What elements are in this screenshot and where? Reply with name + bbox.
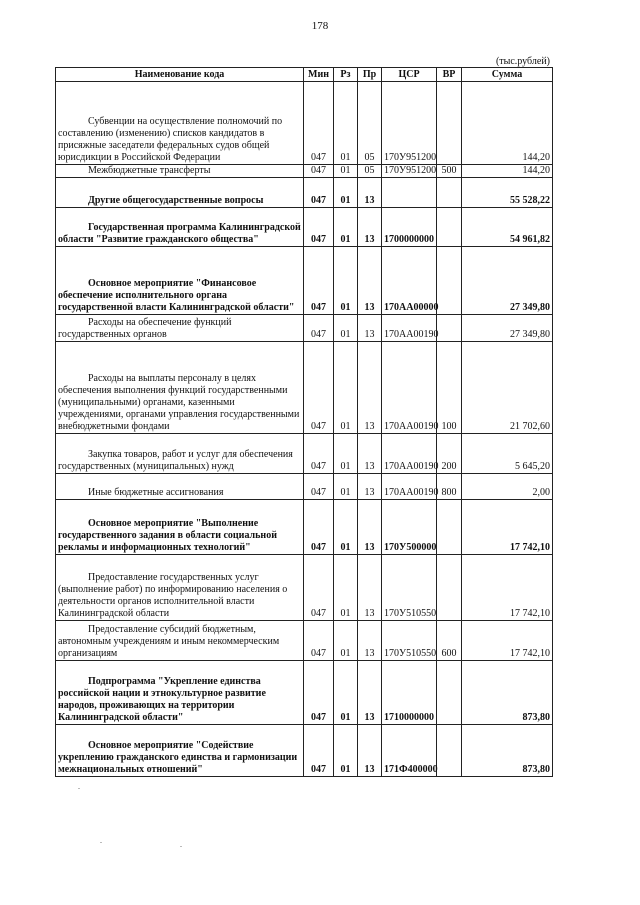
page-number: 178 [311,20,329,32]
row-min: 047 [304,474,334,500]
row-csr: 170У510550 [382,621,437,661]
row-pr: 13 [358,208,382,247]
table-row [56,247,553,315]
row-sum: 873,80 [462,661,553,725]
table-row [56,434,553,474]
row-min: 047 [304,725,334,777]
col-header-csr: ЦСР [382,68,437,82]
row-pr: 05 [358,165,382,178]
row-sum: 2,00 [462,474,553,500]
table-row [56,555,553,621]
row-min: 047 [304,342,334,434]
col-header-sum: Сумма [462,68,553,82]
row-csr: 1700000000 [382,208,437,247]
row-vr [437,315,462,342]
row-sum: 27 349,80 [462,247,553,315]
row-vr [437,725,462,777]
row-min: 047 [304,247,334,315]
row-pr: 13 [358,474,382,500]
row-name: Основное мероприятие "Содействие укреплению гражданского единства и гармонизации межнациональных отношений" [56,725,304,777]
row-pr: 13 [358,178,382,208]
row-vr: 800 [437,474,462,500]
row-csr: 170У500000 [382,500,437,555]
row-rz: 01 [334,474,358,500]
row-sum: 55 528,22 [462,178,553,208]
table-row [56,500,553,555]
row-sum: 17 742,10 [462,500,553,555]
row-vr [437,247,462,315]
row-csr: 171Ф400000 [382,725,437,777]
row-rz: 01 [334,555,358,621]
table-header-row [56,68,553,82]
row-name: Основное мероприятие "Финансовое обеспечение исполнительного органа государственной власти Калининградской области" [56,247,304,315]
row-name: Межбюджетные трансферты [56,165,304,178]
col-header-rz: Рз [334,68,358,82]
row-rz: 01 [334,247,358,315]
row-min: 047 [304,208,334,247]
row-vr [437,208,462,247]
row-csr: 170АА00000 [382,247,437,315]
row-vr [437,82,462,165]
row-vr: 200 [437,434,462,474]
row-name: Предоставление государственных услуг (выполнение работ) по информированию населения о деятельности органов исполнительной власти Калининградской области [56,555,304,621]
row-name: Предоставление субсидий бюджетным, автономным учреждениям и иным некоммерческим организациям [56,621,304,661]
row-pr: 13 [358,555,382,621]
row-pr: 13 [358,315,382,342]
row-name: Расходы на обеспечение функций государственных органов [56,315,304,342]
row-vr: 100 [437,342,462,434]
row-csr: 170АА00190 [382,434,437,474]
row-vr [437,555,462,621]
row-min: 047 [304,434,334,474]
col-header-vr: ВР [437,68,462,82]
row-pr: 13 [358,500,382,555]
row-name: Другие общегосударственные вопросы [56,178,304,208]
table-row [56,342,553,434]
row-sum: 27 349,80 [462,315,553,342]
row-name: Основное мероприятие "Выполнение государственного задания в области социальной рекламы и информационных технологий" [56,500,304,555]
row-name: Субвенции на осуществление полномочий по составлению (изменению) списков кандидатов в присяжные заседатели федеральных судов общей юрисдикции в Российской Федерации [56,82,304,165]
budget-table [55,67,553,777]
row-csr: 170У951200 [382,165,437,178]
row-min: 047 [304,165,334,178]
table-row [56,178,553,208]
row-rz: 01 [334,725,358,777]
row-rz: 01 [334,500,358,555]
row-min: 047 [304,621,334,661]
row-sum: 54 961,82 [462,208,553,247]
row-rz: 01 [334,621,358,661]
row-min: 047 [304,661,334,725]
row-name: Государственная программа Калининградской области "Развитие гражданского общества" [56,208,304,247]
row-vr: 600 [437,621,462,661]
row-rz: 01 [334,82,358,165]
row-csr: 170У951200 [382,82,437,165]
row-pr: 13 [358,725,382,777]
row-min: 047 [304,82,334,165]
table-row [56,165,553,178]
scan-speck [180,846,182,847]
row-vr: 500 [437,165,462,178]
row-rz: 01 [334,315,358,342]
table-row [56,725,553,777]
table-row [56,315,553,342]
row-sum: 144,20 [462,165,553,178]
row-pr: 13 [358,661,382,725]
row-min: 047 [304,315,334,342]
row-sum: 21 702,60 [462,342,553,434]
row-rz: 01 [334,208,358,247]
col-header-min: Мин [304,68,334,82]
row-min: 047 [304,555,334,621]
row-sum: 5 645,20 [462,434,553,474]
row-pr: 05 [358,82,382,165]
row-csr: 170У510550 [382,555,437,621]
row-name: Расходы на выплаты персоналу в целях обеспечения выполнения функций государственными (муниципальными) органами, казенными учреждениями, органами управления государственными внебюджетными фондами [56,342,304,434]
row-rz: 01 [334,178,358,208]
row-sum: 873,80 [462,725,553,777]
col-header-pr: Пр [358,68,382,82]
row-vr [437,661,462,725]
row-pr: 13 [358,342,382,434]
table-row [56,474,553,500]
row-rz: 01 [334,434,358,474]
row-rz: 01 [334,165,358,178]
row-name: Подпрограмма "Укрепление единства российской нации и этнокультурное развитие народов, проживающих на территории Калининградской области" [56,661,304,725]
row-pr: 13 [358,621,382,661]
row-rz: 01 [334,342,358,434]
row-rz: 01 [334,661,358,725]
row-min: 047 [304,500,334,555]
row-sum: 144,20 [462,82,553,165]
row-pr: 13 [358,247,382,315]
table-row [56,208,553,247]
row-csr: 170АА00190 [382,342,437,434]
table-row [56,621,553,661]
row-csr: 1710000000 [382,661,437,725]
row-name: Закупка товаров, работ и услуг для обеспечения государственных (муниципальных) нужд [56,434,304,474]
row-vr [437,178,462,208]
scan-speck [78,788,80,789]
row-csr [382,178,437,208]
scan-speck [100,842,102,843]
table-row [56,661,553,725]
row-min: 047 [304,178,334,208]
row-vr [437,500,462,555]
row-csr: 170АА00190 [382,315,437,342]
row-csr: 170АА00190 [382,474,437,500]
table-row [56,82,553,165]
row-pr: 13 [358,434,382,474]
units-label: (тыс.рублей) [495,56,550,67]
row-sum: 17 742,10 [462,621,553,661]
row-sum: 17 742,10 [462,555,553,621]
col-header-name: Наименование кода [56,68,304,82]
row-name: Иные бюджетные ассигнования [56,474,304,500]
